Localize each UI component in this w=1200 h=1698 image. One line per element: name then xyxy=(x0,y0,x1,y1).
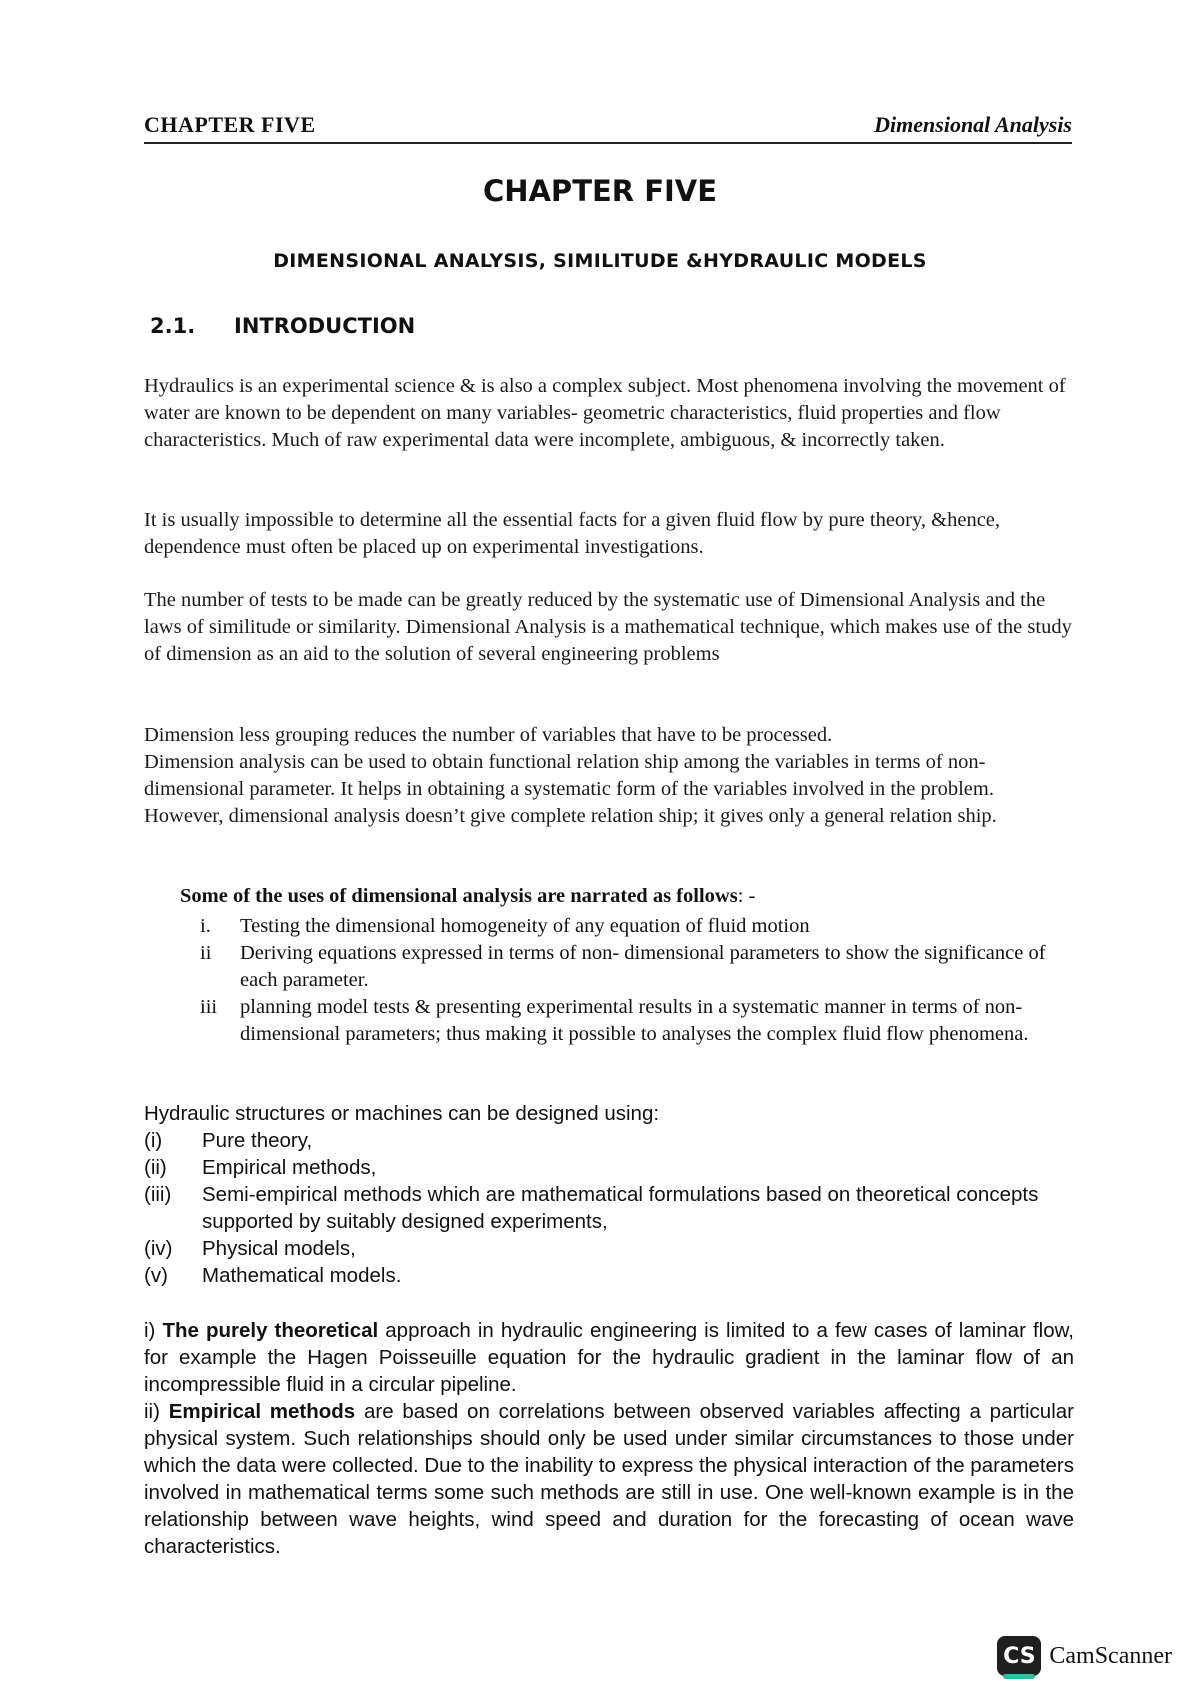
running-header xyxy=(144,112,1072,144)
camscanner-watermark xyxy=(997,1636,1172,1676)
list-marker: (ii) xyxy=(144,1156,167,1179)
list-item xyxy=(200,913,1080,940)
paragraph: It is usually impossible to determine all the essential facts for a given fluid flow by pure theory, &hence, dependence must often be placed up on experimental investigations. xyxy=(144,509,1001,558)
explanation-paragraph xyxy=(144,1398,1074,1560)
paragraph: Hydraulics is an experimental science & is also a complex subject. Most phenomena involving the movement of water are known to be dependent on many variables- geometric characteristics, fluid properties and flow characteristics. Much of raw experimental data were incomplete, ambiguous, & incorrectly taken. xyxy=(144,375,1066,451)
explanations-block xyxy=(144,1317,1074,1560)
list-item xyxy=(200,940,1080,994)
list-item-text: Deriving equations expressed in terms of non- dimensional parameters to show the significance of each parameter. xyxy=(240,942,1046,991)
list-item-text: Testing the dimensional homogeneity of any equation of fluid motion xyxy=(240,915,810,937)
paragraph: The number of tests to be made can be greatly reduced by the systematic use of Dimensional Analysis and the laws of similitude or similarity. Dimensional Analysis is a mathematical technique, which makes use of the study of dimension as an aid to the solution of several engineering problems xyxy=(144,589,1072,665)
list-marker: i. xyxy=(200,915,211,937)
list-item xyxy=(144,1154,1074,1181)
camscanner-text: CamScanner xyxy=(1049,1642,1172,1669)
uses-list xyxy=(200,913,1080,1048)
list-marker: ii xyxy=(200,942,212,964)
explanation-paragraph xyxy=(144,1317,1074,1398)
paragraph: Dimension less grouping reduces the number of variables that have to be processed. xyxy=(144,724,833,746)
list-marker: iii xyxy=(200,996,218,1018)
uses-title-suffix: : - xyxy=(737,885,756,907)
section-heading xyxy=(150,314,415,338)
list-item-text: Mathematical models. xyxy=(202,1264,402,1287)
explanation-bold: Empirical methods xyxy=(168,1400,356,1423)
header-chapter-label: CHAPTER FIVE xyxy=(144,112,316,137)
list-item-text: Empirical methods, xyxy=(202,1156,377,1179)
explanation-text: are based on correlations between observed variables affecting a particular physical system. Such relationships should only be used under similar circumstances to those under which the data were collected. Due to the inability to express the physical interaction of the parameters involved in mathematical terms some such methods are still in use. One well-known example is in the relationship between wave heights, wind speed and duration for the forecasting of ocean wave characteristics. xyxy=(144,1400,1074,1558)
list-item-text: Physical models, xyxy=(202,1237,356,1260)
list-item xyxy=(200,994,1080,1048)
paragraph: Dimension analysis can be used to obtain functional relation ship among the variables in terms of non- dimensional parameter. It helps in obtaining a systematic form of the variables involved in the problem. However, dimensional analysis doesn’t give complete relation ship; it gives only a general relation ship. xyxy=(144,751,997,827)
explanation-prefix: ii) xyxy=(144,1400,169,1423)
section-number: 2.1. xyxy=(150,314,196,338)
list-item xyxy=(144,1235,1074,1262)
chapter-subtitle: DIMENSIONAL ANALYSIS, SIMILITUDE &HYDRAULIC MODELS xyxy=(273,250,927,272)
design-intro: Hydraulic structures or machines can be designed using: xyxy=(144,1102,660,1125)
list-item xyxy=(144,1127,1074,1154)
list-item-text: Semi-empirical methods which are mathematical formulations based on theoretical concepts supported by suitably designed experiments, xyxy=(202,1183,1039,1233)
explanation-bold: The purely theoretical xyxy=(162,1319,379,1342)
list-item xyxy=(144,1262,1074,1289)
header-topic-label: Dimensional Analysis xyxy=(874,112,1072,137)
list-marker: (i) xyxy=(144,1129,163,1152)
uses-title-text: Some of the uses of dimensional analysis are narrated as follows xyxy=(180,885,738,907)
design-methods-list xyxy=(144,1127,1074,1289)
design-methods-block xyxy=(144,1100,1074,1289)
list-item-text: Pure theory, xyxy=(202,1129,313,1152)
list-marker: (iv) xyxy=(144,1237,173,1260)
section-title: INTRODUCTION xyxy=(234,314,416,338)
list-marker: (iii) xyxy=(144,1183,172,1206)
uses-list-title xyxy=(180,885,1060,908)
list-item xyxy=(144,1181,1074,1235)
camscanner-logo-icon: CS xyxy=(997,1636,1041,1676)
explanation-text: approach in hydraulic engineering is limited to a few cases of laminar flow, for example the Hagen Poisseuille equation for the hydraulic gradient in the laminar flow of an incompressible fluid in a circular pipeline. xyxy=(144,1319,1074,1396)
list-marker: (v) xyxy=(144,1264,168,1287)
explanation-prefix: i) xyxy=(144,1319,163,1342)
list-item-text: planning model tests & presenting experimental results in a systematic manner in terms of non- dimensional parameters; thus making it possible to analyses the complex fluid flow phenomena. xyxy=(240,996,1029,1045)
chapter-title: CHAPTER FIVE xyxy=(482,174,718,208)
